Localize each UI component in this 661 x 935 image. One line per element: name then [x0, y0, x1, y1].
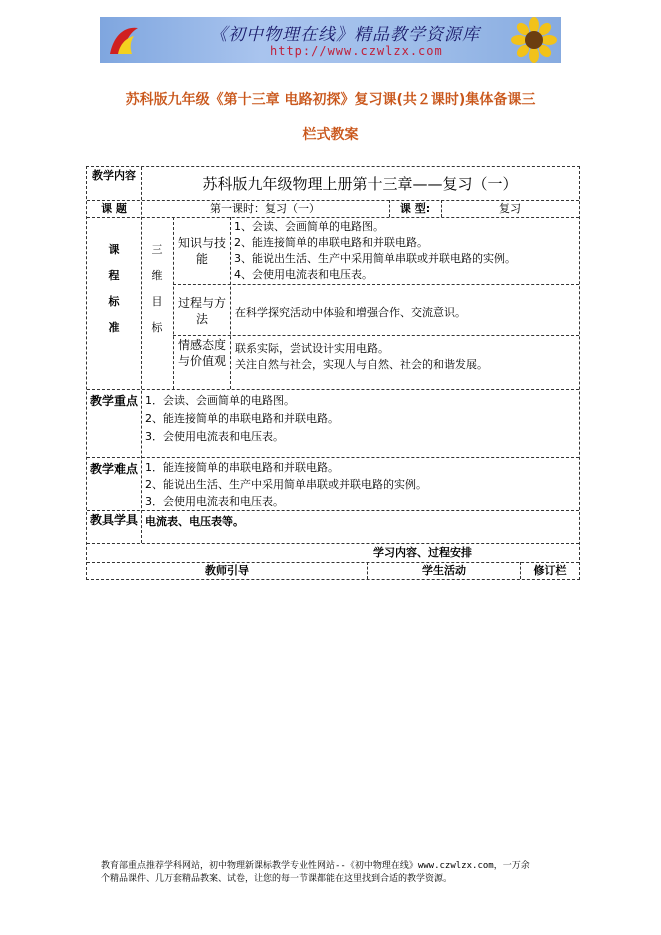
- lesson-type-value: 复习: [499, 202, 521, 215]
- lesson-label: 第一课时：复习（一）: [210, 202, 320, 215]
- teaching-aids-label: 教具学具: [89, 513, 138, 527]
- site-banner: [100, 17, 561, 63]
- column-revision: 修订栏: [533, 564, 567, 577]
- lesson-type-label: 课 型:: [399, 202, 431, 215]
- curriculum-standard-label: 课 程 标 准: [108, 243, 120, 334]
- column-student-activity: 学生活动: [422, 564, 466, 577]
- difficult-points-list: [145, 459, 577, 510]
- list-item: 联系实际，尝试设计实用电路。: [235, 342, 389, 355]
- page-title-line-1: 苏科版九年级《第十三章 电路初探》复习课(共２课时)集体备课三: [125, 92, 536, 108]
- attitude-values-label: 情感态度与价值观: [177, 338, 226, 368]
- banner-site-title: 《初中物理在线》精品教学资源库: [210, 25, 480, 45]
- list-item: 3．会使用电流表和电压表。: [145, 495, 284, 508]
- process-method-label: 过程与方法: [177, 296, 226, 326]
- list-item: 关注自然与社会，实现人与自然、社会的和谐发展。: [235, 358, 488, 371]
- list-item: 3、能说出生活、生产中采用简单串联或并联电路的实例。: [234, 252, 516, 265]
- teaching-content-label: 教学内容: [92, 169, 136, 182]
- page-title-line-2: 栏式教案: [302, 127, 359, 143]
- list-item: 1、会读、会画简单的电路图。: [234, 220, 384, 233]
- page-footer: [101, 860, 571, 886]
- site-logo-icon: [104, 20, 144, 60]
- list-item: 2、能连接简单的串联电路和并联电路。: [145, 412, 339, 425]
- process-method-value: 在科学探究活动中体验和增强合作、交流意识。: [235, 306, 466, 319]
- three-dimension-label: 三 维 目 标: [151, 243, 163, 334]
- list-item: 1．能连接简单的串联电路和并联电路。: [145, 461, 339, 474]
- key-points-label: 教学重点: [89, 394, 138, 408]
- lesson-plan-table: [86, 166, 580, 580]
- knowledge-skill-list: [234, 219, 578, 283]
- key-points-list: [145, 392, 577, 446]
- list-item: 3．会使用电流表和电压表。: [145, 430, 284, 443]
- teaching-content-value: 苏科版九年级物理上册第十三章——复习（一）: [202, 175, 518, 193]
- sunflower-icon: [511, 17, 557, 63]
- process-heading: 学习内容、过程安排: [373, 546, 472, 559]
- banner-url[interactable]: http://www.czwlzx.com: [270, 44, 443, 58]
- footer-line-1: 教育部重点推荐学科网站，初中物理新课标教学专业性网站--《初中物理在线》www.czwlzx.com，一万余: [101, 861, 530, 871]
- knowledge-skill-label: 知识与技能: [177, 236, 226, 266]
- attitude-values-list: [235, 341, 577, 373]
- topic-label: 课 题: [101, 202, 127, 215]
- list-item: 2、能连接简单的串联电路和并联电路。: [234, 236, 428, 249]
- list-item: 2、能说出生活、生产中采用简单串联或并联电路的实例。: [145, 478, 427, 491]
- list-item: 1．会读、会画简单的电路图。: [145, 394, 295, 407]
- list-item: 4、会使用电流表和电压表。: [234, 268, 373, 281]
- difficult-points-label: 教学难点: [89, 462, 138, 476]
- column-teacher-guidance: 教师引导: [205, 564, 249, 577]
- footer-line-2: 个精品课件、几万套精品教案、试卷，让您的每一节课都能在这里找到合适的教学资源。: [101, 874, 453, 884]
- teaching-aids-value: 电流表、电压表等。: [145, 515, 244, 528]
